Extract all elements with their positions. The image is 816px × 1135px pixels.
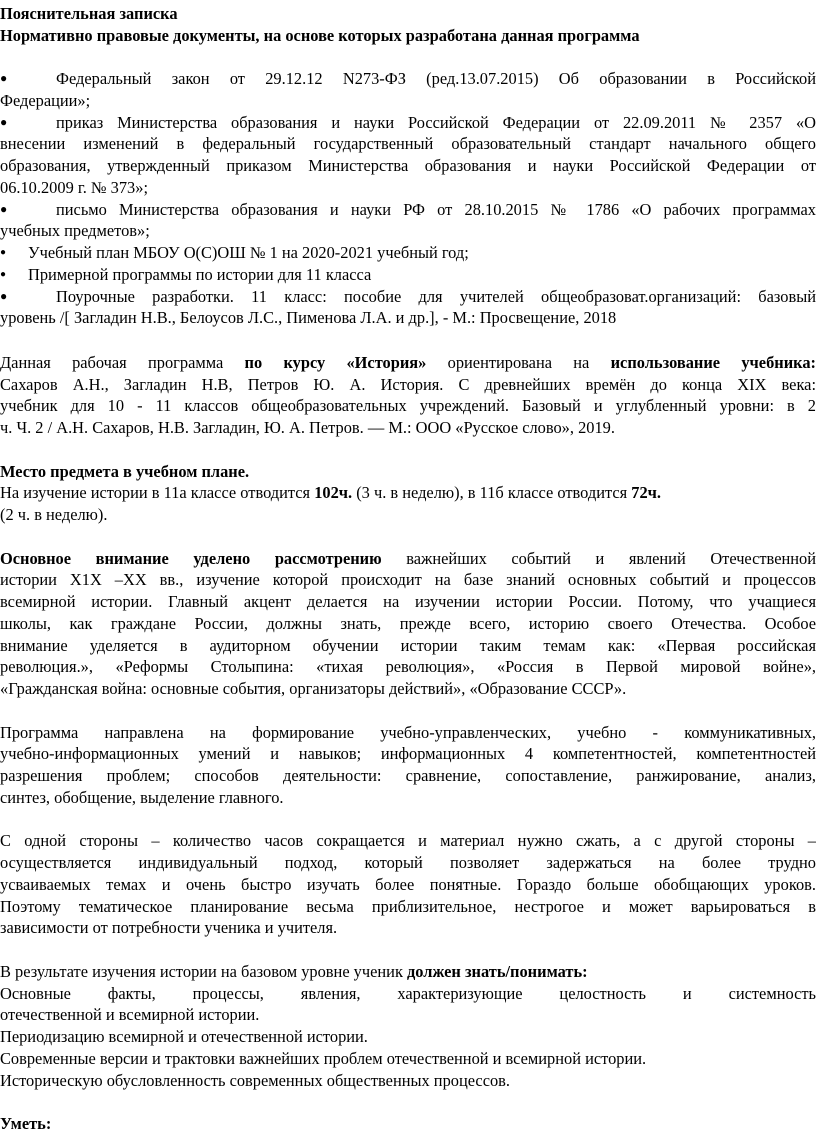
text-run: На изучение истории в 11а классе отводится — [0, 483, 315, 502]
paragraph-line: усваиваемых темах и очень быстро изучать более понятные. Гораздо больше обобщающих уроков. — [0, 875, 816, 894]
bullet-icon: ● — [0, 247, 7, 258]
paragraph-line: истории Х1Х –ХХ вв., изучение которой происходит на базе знаний основных событий и процессов — [0, 570, 816, 589]
list-item-text: внесении изменений в федеральный государственный образовательный стандарт начального общего — [0, 134, 816, 153]
paragraph-line: всемирной истории. Главный акцент делается на изучении истории России. Потому, что учащиеся — [0, 592, 816, 611]
paragraph-line: Периодизацию всемирной и отечественной истории. — [0, 1027, 368, 1046]
list-item-text: 06.10.2009 г. № 373»; — [0, 178, 148, 197]
paragraph-line — [0, 547, 816, 570]
bullet-icon: ● — [0, 289, 8, 303]
list-item-text: уровень /[ Загладин Н.В., Белоусов Л.С., Пименова Л.А. и др.], - М.: Просвещение, 2018 — [0, 308, 617, 327]
bold-run: Основное внимание уделено рассмотрению — [0, 549, 382, 568]
paragraph-line: учебно-информационных умений и навыков; информационных 4 компетентностей, компетентностей — [0, 744, 816, 763]
paragraph-line: (2 ч. в неделю). — [0, 505, 108, 524]
bold-run: по курсу «История» — [244, 353, 427, 372]
paragraph-line: «Гражданская война: основные события, организаторы действий», «Образование СССР». — [0, 679, 627, 698]
paragraph-line: внимание уделяется в аудиторном обучении истории таким темам как: «Первая российская — [0, 636, 816, 655]
text-run: ориентирована на — [426, 353, 611, 372]
document-subtitle: Нормативно правовые документы, на основе которых разработана данная программа — [0, 26, 640, 45]
paragraph-line: разрешения проблем; способов деятельности: сравнение, сопоставление, ранжирование, анализ, — [0, 766, 816, 785]
bullet-icon: ● — [0, 202, 8, 216]
paragraph-line — [0, 960, 816, 983]
list-item-text: образования, утвержденный приказом Министерства образования и науки Российской Федерации от — [0, 156, 816, 175]
paragraph-line: Программа направлена на формирование учебно-управленческих, учебно - коммуникативных, — [0, 723, 816, 742]
paragraph-line: школы, как граждане России, должны знать, прежде всего, историю своего Отечества. Особое — [0, 614, 816, 633]
paragraph-line: Основные факты, процессы, явления, характеризующие целостность и системность — [0, 984, 816, 1003]
document-title: Пояснительная записка — [0, 4, 178, 23]
text-run: (3 ч. в неделю), в 11б классе отводится — [352, 483, 632, 502]
bold-run: 102ч. — [314, 483, 353, 502]
section-heading: Место предмета в учебном плане. — [0, 462, 250, 481]
list-item-text: Учебный план МБОУ О(С)ОШ № 1 на 2020-2021 учебный год; — [28, 243, 469, 262]
paragraph-line: отечественной и всемирной истории. — [0, 1005, 260, 1024]
list-item-text: письмо Министерства образования и науки РФ от 28.10.2015 № 1786 «О рабочих программах — [56, 200, 816, 219]
paragraph-line: осуществляется индивидуальный подход, который позволяет задержаться на более трудно — [0, 853, 816, 872]
text-run: Данная рабочая программа — [0, 353, 245, 372]
paragraph-line: зависимости от потребности ученика и учителя. — [0, 918, 338, 937]
section-heading: Уметь: — [0, 1114, 52, 1133]
paragraph-line: Современные версии и трактовки важнейших проблем отечественной и всемирной истории. — [0, 1049, 647, 1068]
paragraph-line — [0, 481, 816, 504]
list-item-text: Федеральный закон от 29.12.12 N273-ФЗ (ред.13.07.2015) Об образовании в Российской — [56, 69, 816, 88]
text-run: важнейших событий и явлений Отечественной — [381, 549, 816, 568]
paragraph-line — [0, 351, 816, 374]
list-item-text: Поурочные разработки. 11 класс: пособие для учителей общеобразоват.организаций: базовый — [56, 287, 816, 306]
paragraph-line: синтез, обобщение, выделение главного. — [0, 788, 284, 807]
bold-run: использование учебника: — [610, 353, 816, 372]
paragraph-line: Историческую обусловленность современных общественных процессов. — [0, 1071, 510, 1090]
paragraph-line: ч. Ч. 2 / А.Н. Сахаров, Н.В. Загладин, Ю. А. Петров. — М.: ООО «Русское слово», 2019. — [0, 418, 615, 437]
paragraph-line: революция.», «Реформы Столыпина: «тихая революция», «Россия в Первой мировой войне», — [0, 657, 816, 676]
bullet-icon: ● — [0, 71, 8, 85]
list-item-text: приказ Министерства образования и науки Российской Федерации от 22.09.2011 № 2357 «О — [56, 113, 816, 132]
list-item-text: Федерации»; — [0, 91, 91, 110]
paragraph-line: Сахаров А.Н., Загладин Н.В, Петров Ю. А. История. С древнейших времён до конца XIX века: — [0, 375, 816, 394]
list-item-text: Примерной программы по истории для 11 класса — [28, 265, 372, 284]
list-item-text: учебных предметов»; — [0, 221, 150, 240]
bullet-icon: ● — [0, 269, 7, 280]
bold-run: должен знать/понимать: — [407, 962, 588, 981]
paragraph-line: С одной стороны – количество часов сокращается и материал нужно сжать, а с другой стороны – — [0, 831, 816, 850]
text-run: В результате изучения истории на базовом уровне ученик — [0, 962, 408, 981]
bullet-icon: ● — [0, 115, 8, 129]
paragraph-line: учебник для 10 - 11 классов общеобразовательных учреждений. Базовый и углубленный уровни: в 2 — [0, 396, 816, 415]
paragraph-line: Поэтому тематическое планирование весьма приблизительное, нестрогое и может варьироваться в — [0, 897, 816, 916]
bold-run: 72ч. — [631, 483, 661, 502]
